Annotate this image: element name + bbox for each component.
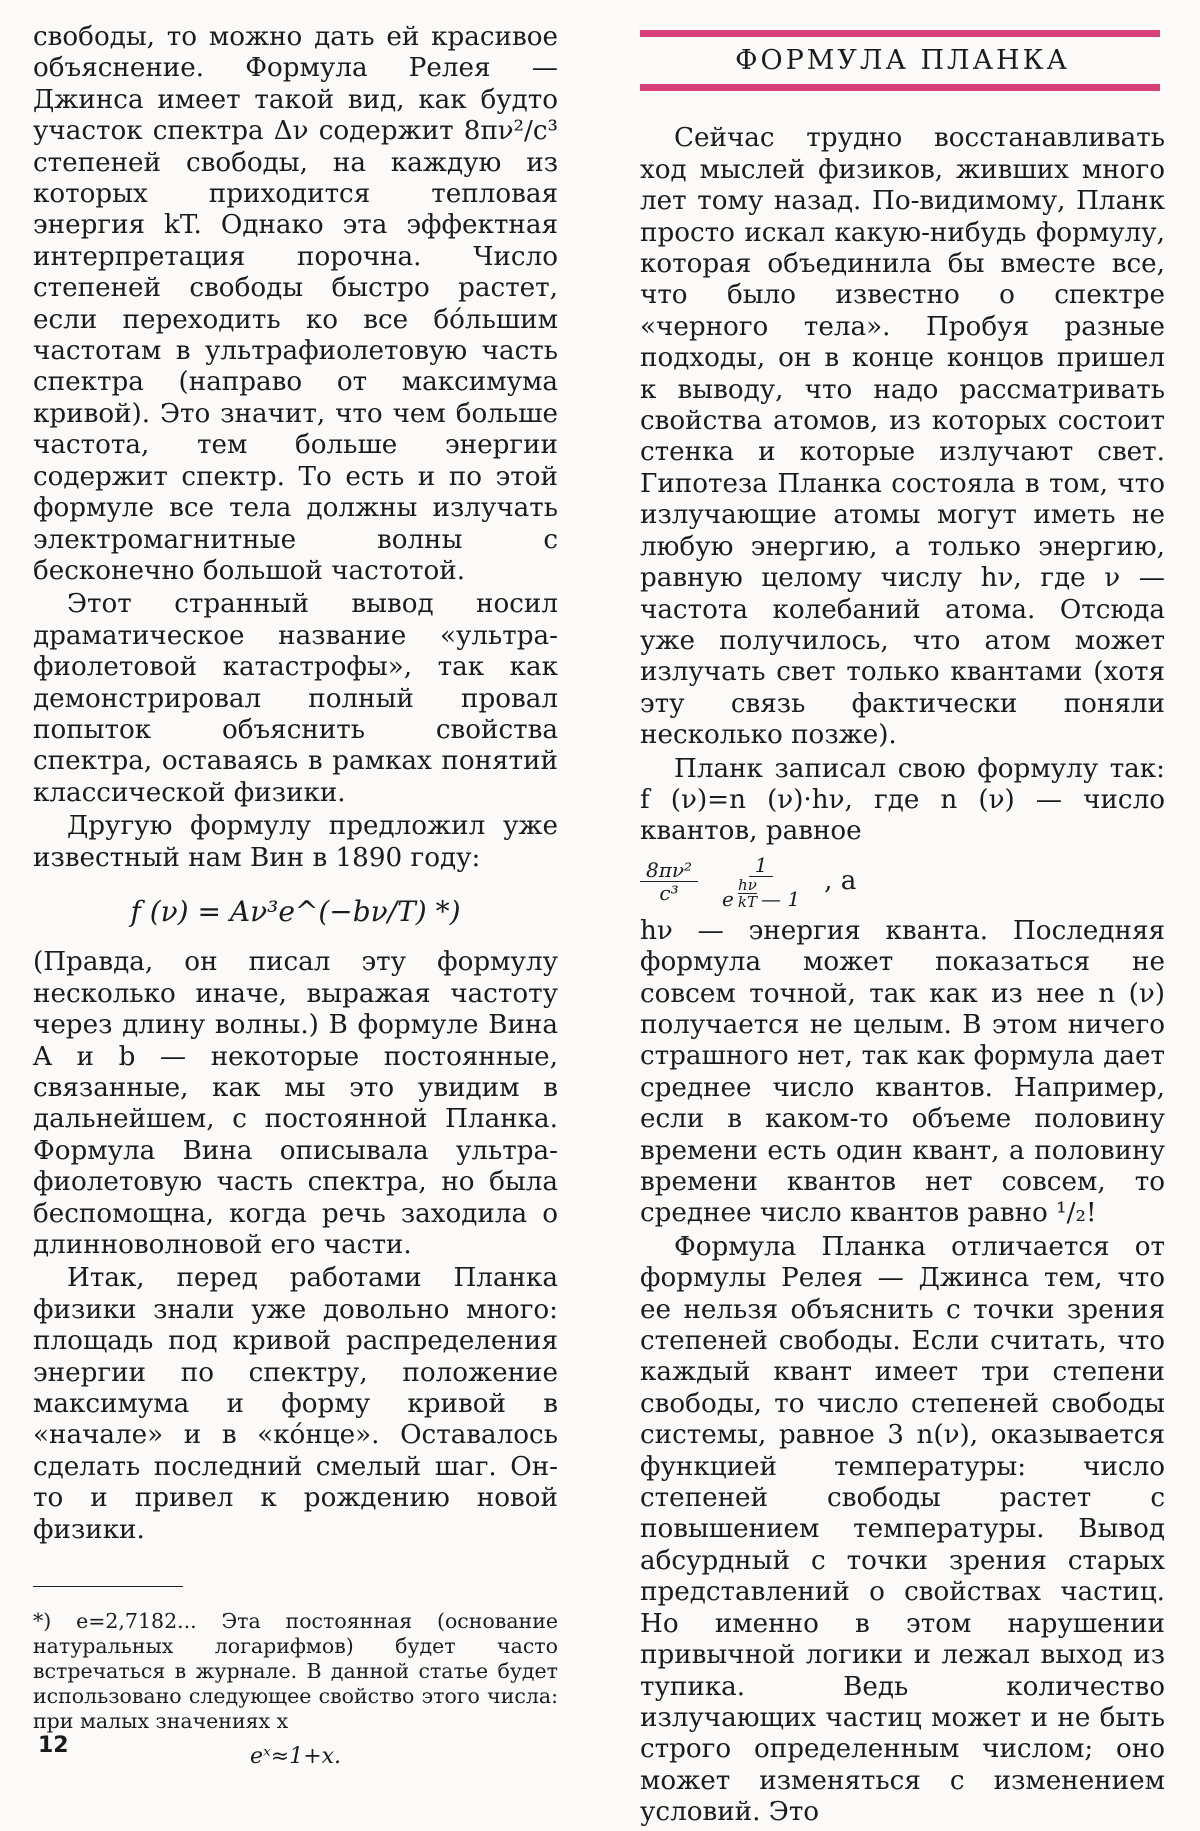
footnote-divider bbox=[33, 1586, 183, 1587]
formula-trailing-text: , а bbox=[824, 866, 857, 897]
right-paragraph-2-lead: Планк записал свою формулу так: f (ν)=n (ν)·hν, где n (ν) — число квантов, равное bbox=[640, 753, 1165, 847]
fraction-1-denominator: c³ bbox=[659, 881, 679, 906]
heading-bottom-rule bbox=[640, 84, 1160, 91]
formula-fraction-2 bbox=[716, 854, 806, 910]
left-paragraph-5: Итак, перед работами Планка физики знали уже довольно много: площадь под кривой распределения энергии по спектру, положение максимума и форму кривой в «начале» и в «ко́нце». Оставалось сделать последний смелый шаг. Он-то и привел к рождению новой физики. bbox=[33, 1263, 558, 1545]
exponent-numerator: hν bbox=[738, 875, 757, 894]
left-paragraph-1: свободы, то можно дать ей красивое объяснение. Формула Релея — Джинса имеет такой вид, как будто участок спектра Δν содержит 8πν²/c³ степеней свободы, на каждую из которых приходится тепловая энергия kT. Однако эта эффектная интерпретация порочна. Число степеней свободы быстро растет, если переходить ко все бо́льшим частотам в ультрафиолетовую часть спектра (направо от максимума кривой). Это значит, что чем больше частота, тем больше энергии содержит спектр. То есть и по этой формуле все тела должны излучать электромагнитные волны с бесконечно большой частотой. bbox=[33, 22, 558, 586]
heading-top-rule bbox=[640, 30, 1160, 37]
right-column bbox=[640, 30, 1165, 1831]
wien-formula: f (ν) = Aν³e^(−bν/T) *) bbox=[130, 894, 461, 928]
denominator-tail: — 1 bbox=[761, 886, 801, 911]
exponent-fraction bbox=[738, 877, 757, 910]
right-paragraph-3: Формула Планка отличается от формулы Релея — Джинса тем, что ее нельзя объяснить с точки зрения степеней свободы. Если считать, что каждый квант имеет три степени свободы, то число степеней свободы системы, равное 3 n(ν), оказывается функцией температуры: число степеней свободы растет с повышением температуры. Вывод абсурдный с точки зрения старых представлений о свойствах частиц. Но именно в этом нарушении привычной логики и лежал выход из тупика. Ведь количество излучающих частиц может и не быть строго определенным числом; оно может изменяться с изменением условий. Это bbox=[640, 1231, 1165, 1828]
fraction-2-numerator: 1 bbox=[749, 854, 774, 877]
footnote-formula: eˣ≈1+x. bbox=[249, 1744, 342, 1770]
footnote-text: *) e=2,7182... Эта постоянная (основание натуральных логарифмов) будет часто встречаться в журнале. В данной статье будет использовано следующее свойство этого числа: при малых значениях x bbox=[33, 1609, 558, 1734]
right-paragraph-1: Сейчас трудно восстанавливать ход мыслей физиков, живших много лет тому назад. По-видимому, Планк просто искал какую-нибудь формулу, которая объединила бы вместе все, что было известно о спектре «черного тела». Пробуя разные подходы, он в конце концов пришел к выводу, что надо рассматривать свойства атомов, из которых состоит стенка и которые излучают свет. Гипотеза Планка состояла в том, что излучающие атомы могут иметь не любую энергию, а только энергию, равную целому числу hν, где ν — частота колебаний атома. Отсюда уже получилось, что атом может излучать свет только квантами (хотя эту связь фактически поняли несколько позже). bbox=[640, 123, 1165, 751]
right-paragraph-2-tail: hν — энергия кванта. Последняя формула может показаться не совсем точной, так как из нее n (ν) получается не целым. В этом ничего страшного нет, так как формула дает среднее число квантов. Например, если в каком-то объеме половину времени есть один квант, а половину времени квантов нет совсем, то среднее число квантов равно ¹/₂! bbox=[640, 915, 1165, 1229]
left-paragraph-2: Этот странный вывод носил драматическое название «ультра-фиолетовой катастрофы», так как демонстрировал полный провал попыток объяснить свойства спектра, оставаясь в рамках понятий классической физики. bbox=[33, 589, 558, 808]
planck-formula bbox=[640, 854, 1165, 910]
fraction-1-numerator: 8πν² bbox=[640, 859, 698, 882]
exponent-denominator: kT bbox=[737, 892, 757, 911]
left-paragraph-4: (Правда, он писал эту формулу несколько иначе, выражая частоту через длину волны.) В формуле Вина A и b — некоторые постоянные, связанные, как мы это увидим в дальнейшем, с постоянной Планка. Формула Вина описывала ультра-фиолетовую часть спектра, но была беспомощна, когда речь заходила о длинноволновой его части. bbox=[33, 947, 558, 1261]
left-column bbox=[33, 22, 558, 1769]
page-number: 12 bbox=[38, 1733, 69, 1758]
fraction-2-denominator bbox=[716, 877, 806, 910]
section-heading-block bbox=[640, 30, 1165, 91]
denominator-e: e bbox=[722, 886, 734, 911]
left-paragraph-3: Другую формулу предложил уже известный нам Вин в 1890 году: bbox=[33, 811, 558, 873]
section-heading: ФОРМУЛА ПЛАНКА bbox=[735, 45, 1070, 76]
formula-fraction-1 bbox=[640, 859, 698, 904]
footnote bbox=[33, 1609, 558, 1769]
